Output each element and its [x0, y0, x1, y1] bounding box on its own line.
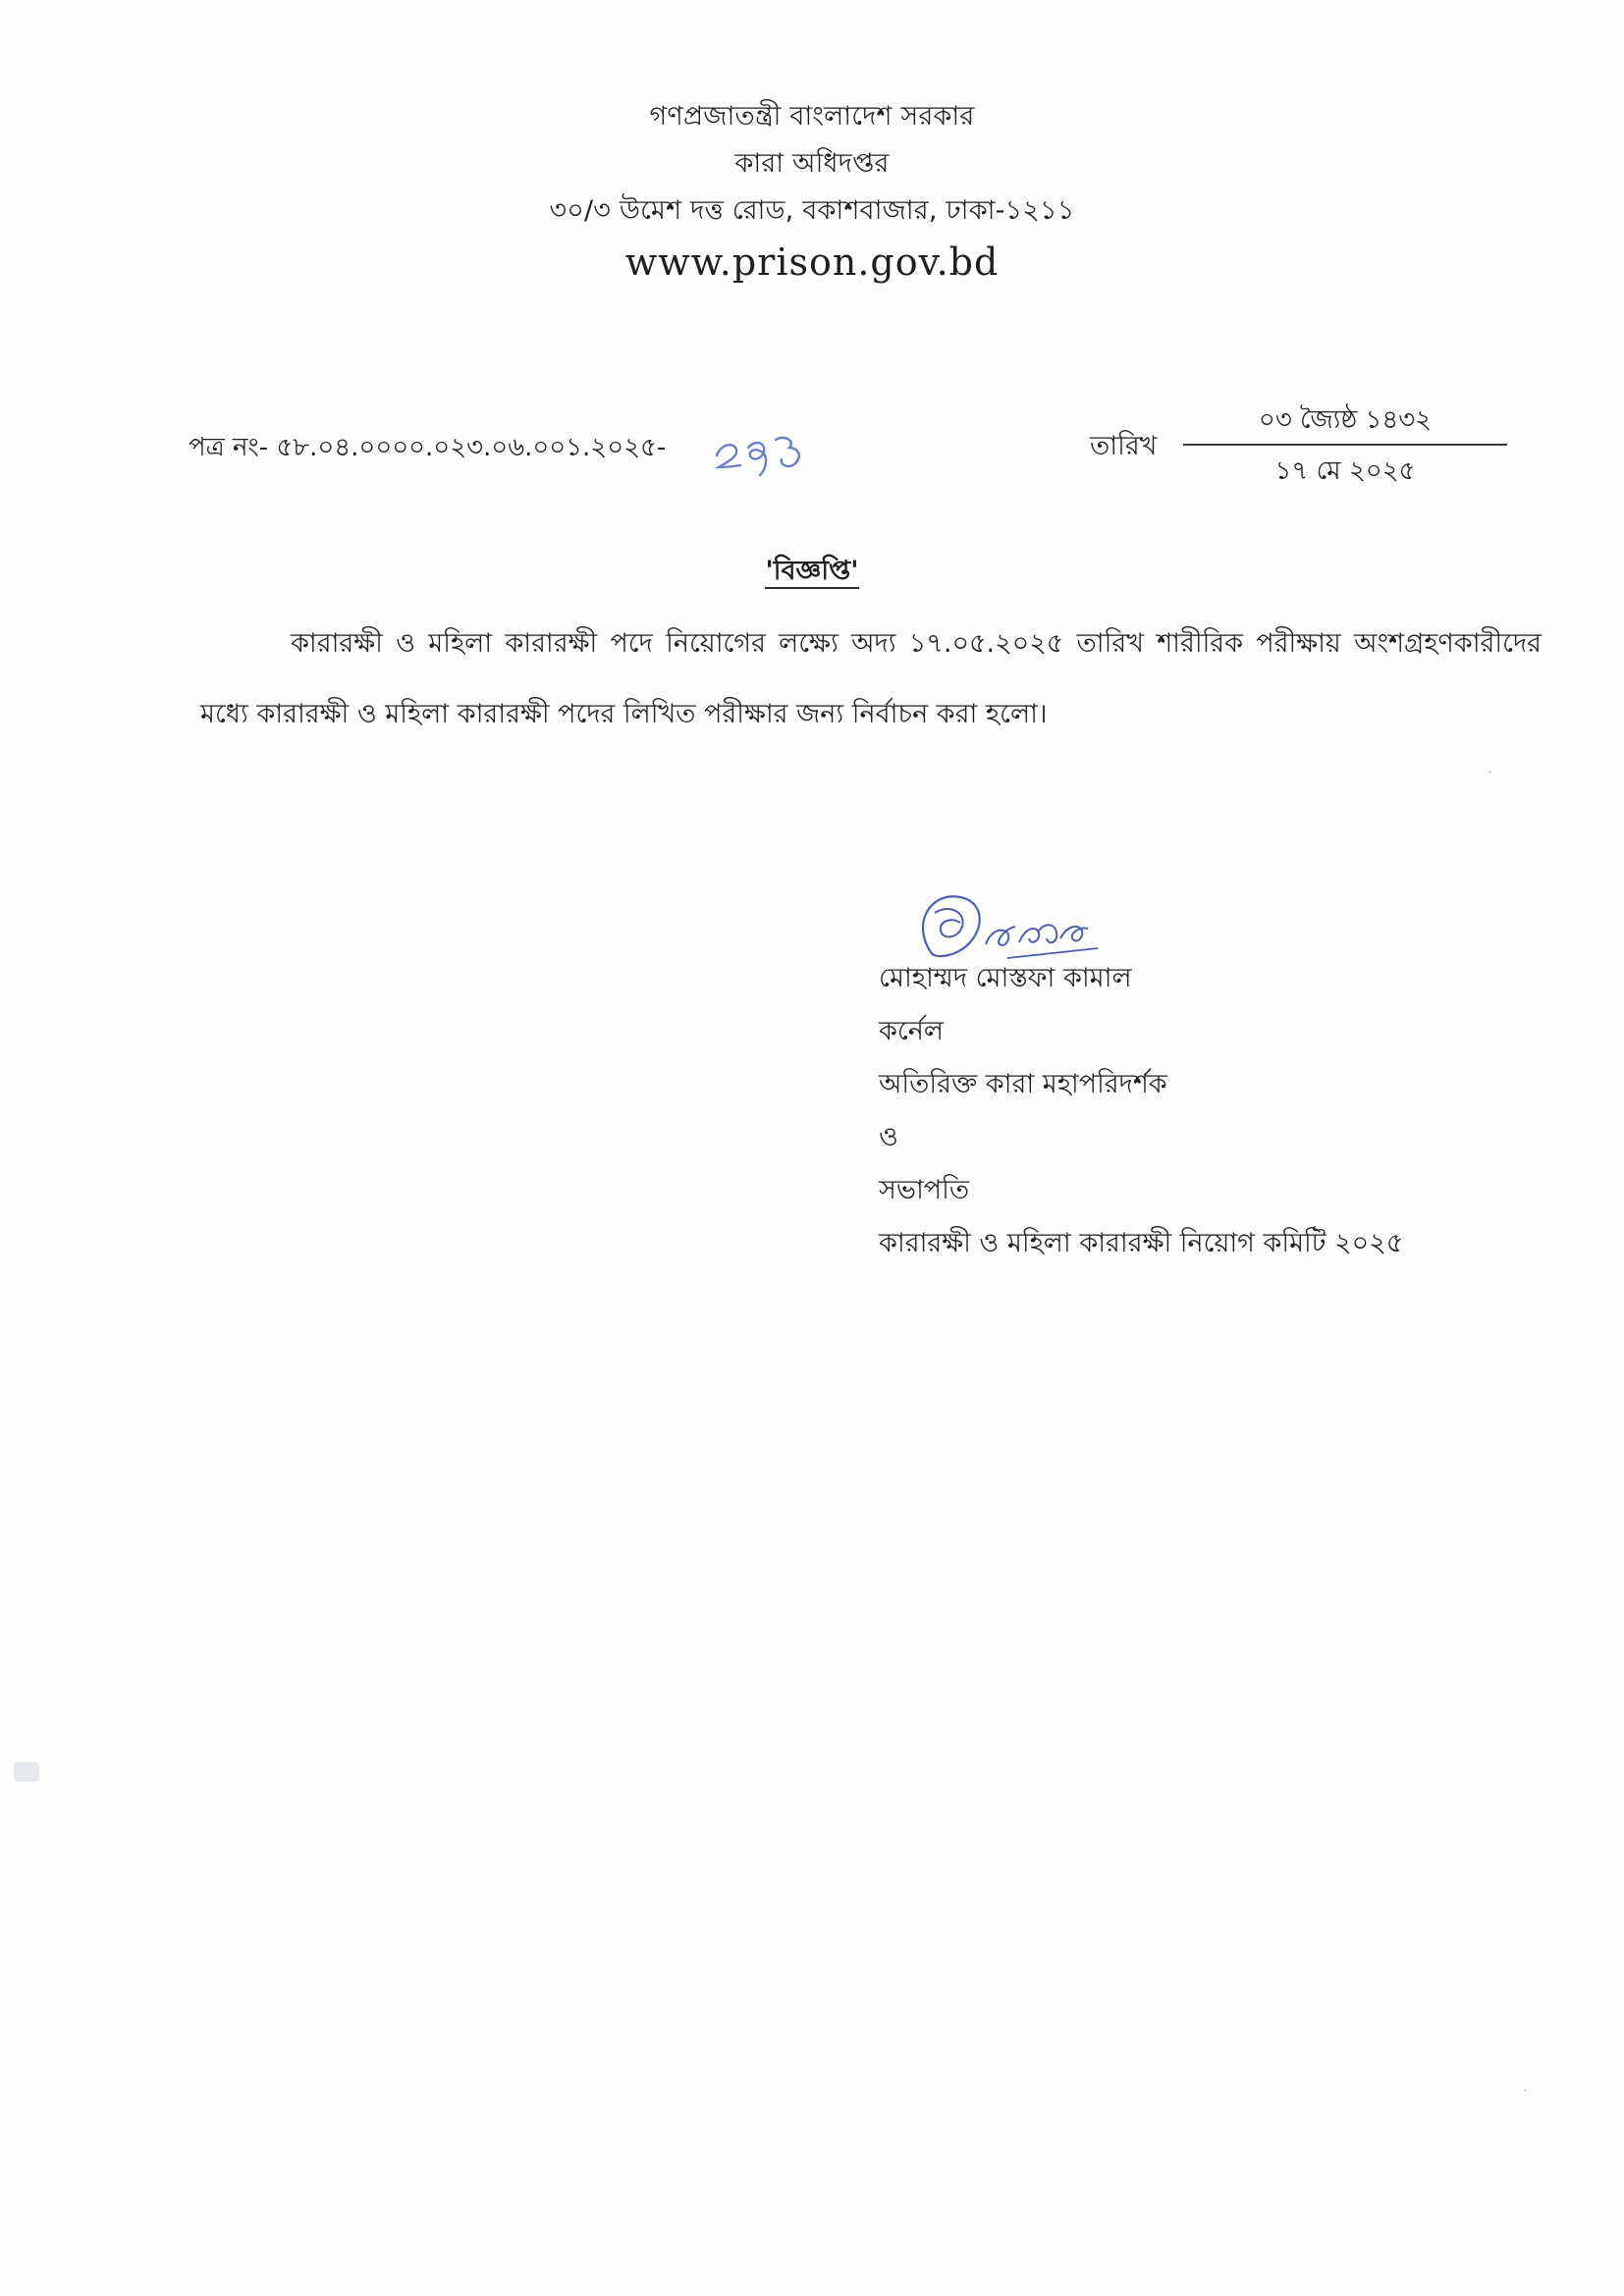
signature-block: [879, 952, 1403, 1270]
bangla-date: ০৩ জ্যৈষ্ঠ ১৪৩২: [1183, 402, 1507, 446]
memo-number-line: [189, 430, 666, 465]
government-name: গণপ্রজাতন্ত্রী বাংলাদেশ সরকার: [649, 101, 975, 132]
notice-title-text: 'বিজ্ঞপ্তি': [765, 556, 858, 589]
department-name: কারা অধিদপ্তর: [734, 148, 890, 179]
letterhead: [0, 98, 1624, 285]
date-block: [1183, 402, 1507, 489]
signatory-committee: কারারক্ষী ও মহিলা কারারক্ষী নিয়োগ কমিটি ২০২৫: [879, 1228, 1404, 1258]
handwritten-memo-suffix: [711, 418, 819, 481]
signatory-rank: কর্নেল: [879, 1016, 944, 1046]
signatory-designation: অতিরিক্ত কারা মহাপরিদর্শক: [879, 1069, 1167, 1099]
scan-mark: [1524, 2089, 1527, 2092]
scan-mark: [14, 1762, 39, 1782]
signatory-name: মোহাম্মদ মোস্তফা কামাল: [879, 963, 1132, 993]
signatory-conjunction: ও: [879, 1122, 898, 1152]
english-date: ১৭ মে ২০২৫: [1274, 456, 1416, 486]
memo-number: পত্র নং- ৫৮.০৪.০০০০.০২৩.০৬.০০১.২০২৫-: [189, 433, 667, 462]
notice-body: কারারক্ষী ও মহিলা কারারক্ষী পদে নিয়োগের লক্ষ্যে অদ্য ১৭.০৫.২০২৫ তারিখ শারীরিক পরীক্ষায় অংশগ্রহণকারীদের মধ্যে কারারক্ষী ও মহিলা কারারক্ষী পদের লিখিত পরীক্ষার জন্য নির্বাচন করা হলো।: [200, 628, 1542, 729]
signatory-role: সভাপতি: [879, 1175, 970, 1205]
scan-mark: [1489, 771, 1491, 774]
office-address: ৩০/৩ উমেশ দত্ত রোড, বকাশবাজার, ঢাকা-১২১১: [549, 195, 1075, 226]
website-url: www.prison.gov.bd: [624, 240, 1000, 284]
date-label: তারিখ: [1090, 431, 1158, 461]
notice-title: [0, 554, 1624, 589]
